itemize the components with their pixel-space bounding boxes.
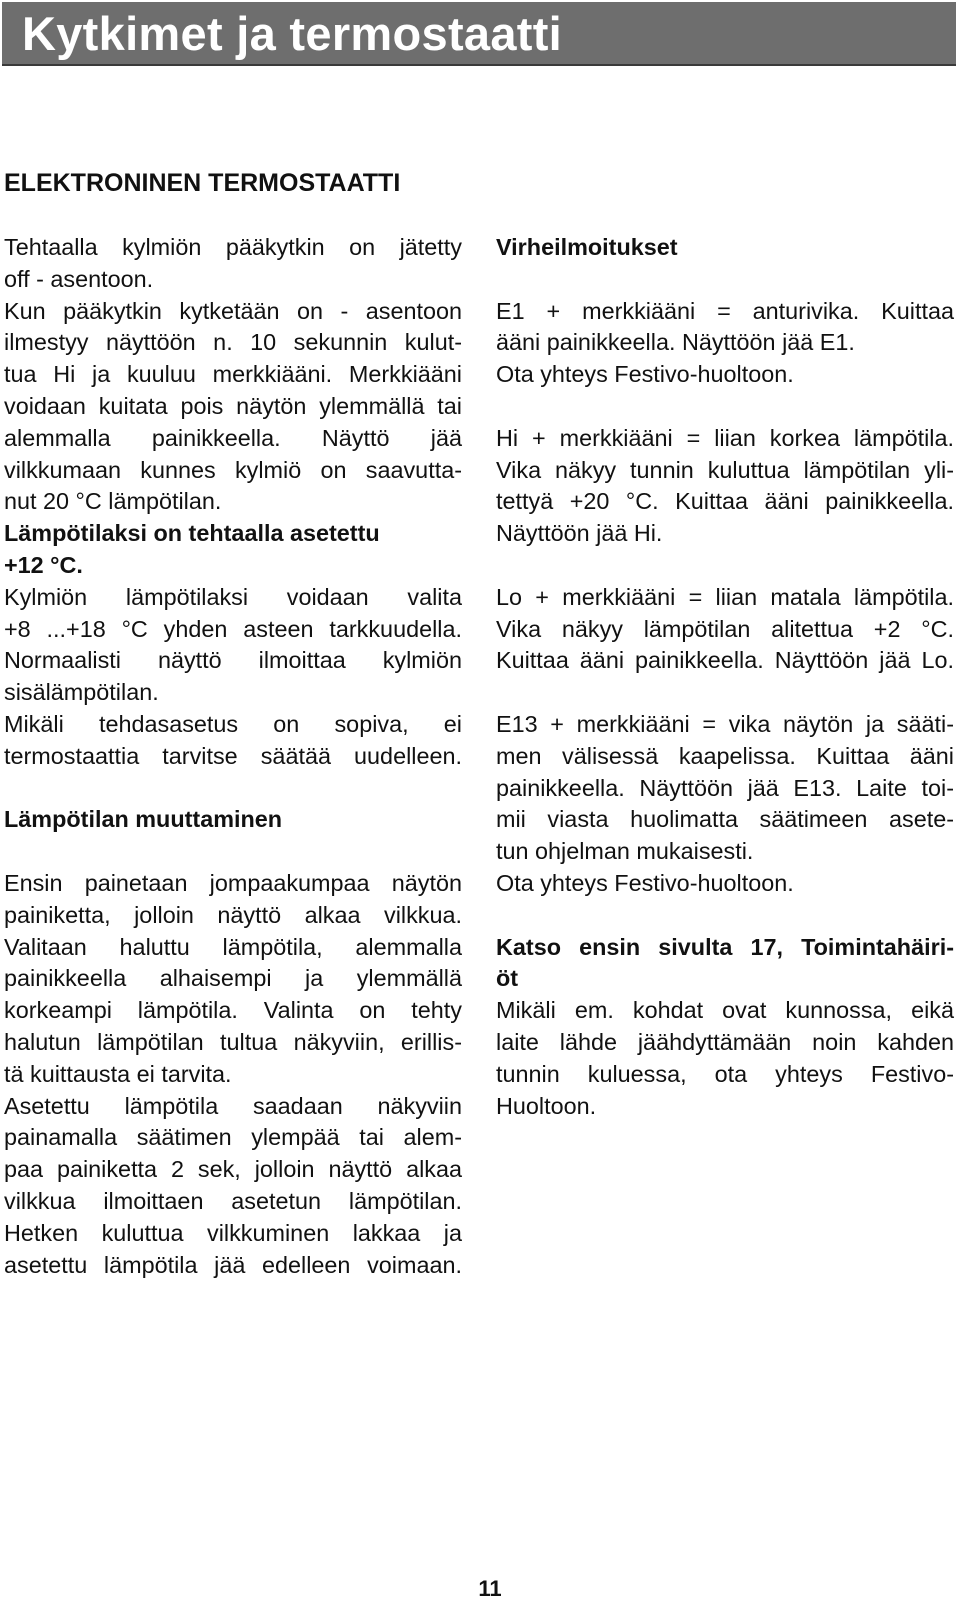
right-column-text-line: Mikäli em. kohdat ovat kunnossa, eikä [496,997,954,1024]
right-column-text-line: Näyttöön jää Hi. [496,520,663,547]
right-column-spacer [496,677,954,709]
left-column-text-line: termostaattia tarvitse säätää uudelleen. [4,742,462,769]
left-column-text-line: Kun pääkytkin kytketään on - asentoon [4,297,462,324]
left-column-text-line: ilmestyy näyttöön n. 10 sekunnin kulut- [4,329,462,356]
left-column-spacer [4,836,462,868]
left-column [4,232,462,1281]
right-column-text-line: E1 + merkkiääni = anturivika. Kuittaa [496,297,954,324]
left-column-text-line: halutun lämpötilan tultua näkyviin, erillis- [4,1028,462,1055]
right-column [496,232,954,1122]
left-column-text-line: voidaan kuitata pois näytön ylemmällä tai [4,392,462,419]
right-column-text-line: tun ohjelman mukaisesti. [496,838,754,865]
left-column-text-line: painiketta, jolloin näyttö alkaa vilkkua. [4,901,462,928]
right-column-text-line: Lo + merkkiääni = liian matala lämpötila. [496,583,954,610]
left-column-text-line: Lämpötilan muuttaminen [4,806,283,833]
left-column-text-line: off - asentoon. [4,265,154,292]
right-column-text-line: Ota yhteys Festivo-huoltoon. [496,361,794,388]
right-column-text-line: Vika näkyy tunnin kuluttua lämpötilan yli- [496,456,954,483]
left-column-text-line: painamalla säätimen ylempää tai alem- [4,1124,462,1151]
left-column-text-line: painikkeella alhaisempi ja ylemmällä [4,965,462,992]
left-column-text-line: vilkkumaan kunnes kylmiö on saavutta- [4,456,462,483]
right-column-spacer [496,264,954,296]
right-column-text-line: Kuittaa ääni painikkeella. Näyttöön jää Lo. [496,647,954,674]
left-column-text-line: +12 °C. [4,551,83,578]
left-column-text-line: Asetettu lämpötila saadaan näkyviin [4,1092,462,1119]
left-column-text-line: Ensin painetaan jompaakumpaa näytön [4,869,462,896]
right-column-text-line: painikkeella. Näyttöön jää E13. Laite toi- [496,774,954,801]
left-column-text-line: +8 ...+18 °C yhden asteen tarkkuudella. [4,615,462,642]
left-column-text-line: vilkkua ilmoittaen asetetun lämpötilan. [4,1187,462,1214]
left-column-spacer [4,773,462,805]
left-column-text-line: Mikäli tehdasasetus on sopiva, ei [4,710,462,737]
right-column-spacer [496,550,954,582]
left-column-text-line: asetettu lämpötila jää edelleen voimaan. [4,1251,462,1278]
right-column-text-line: Hi + merkkiääni = liian korkea lämpötila. [496,424,954,451]
left-column-text-line: Normaalisti näyttö ilmoittaa kylmiön [4,647,462,674]
left-column-text-line: tua Hi ja kuuluu merkkiääni. Merkkiääni [4,361,462,388]
title-bar [2,2,956,66]
right-column-text-line: tettyä +20 °C. Kuittaa ääni painikkeella. [496,488,954,515]
section-heading: ELEKTRONINEN TERMOSTAATTI [4,169,401,197]
right-column-text-line: tunnin kuluessa, ota yhteys Festivo- [496,1060,954,1087]
right-column-text-line: Vika näkyy lämpötilan alitettua +2 °C. [496,615,954,642]
right-column-text-line: Huoltoon. [496,1092,597,1119]
right-column-text-line: Virheilmoitukset [496,234,678,260]
left-column-text-line: Lämpötilaksi on tehtaalla asetettu [4,520,380,547]
right-column-text-line: Katso ensin sivulta 17, Toimintahäiri- [496,933,954,960]
left-column-text-line: Kylmiön lämpötilaksi voidaan valita [4,583,462,610]
left-column-text-line: korkeampi lämpötila. Valinta on tehty [4,997,462,1024]
right-column-spacer [496,900,954,932]
left-column-text-line: nut 20 °C lämpötilan. [4,488,222,515]
left-column-text-line: sisälämpötilan. [4,679,159,706]
right-column-text-line: men välisessä kaapelissa. Kuittaa ääni [496,742,954,769]
right-column-text-line: E13 + merkkiääni = vika näytön ja sääti- [496,710,954,737]
left-column-text-line: tä kuittausta ei tarvita. [4,1060,232,1087]
right-column-text-line: mii viasta huolimatta säätimeen asete- [496,806,954,833]
right-column-text-line: ääni painikkeella. Näyttöön jää E1. [496,329,855,356]
left-column-text-line: alemmalla painikkeella. Näyttö jää [4,424,462,451]
left-column-text-line: Hetken kuluttua vilkkuminen lakkaa ja [4,1219,462,1246]
right-column-text-line: öt [496,965,519,992]
left-column-text-line: Valitaan haluttu lämpötila, alemmalla [4,933,462,960]
page-number: 11 [478,1576,502,1601]
right-column-text-line: Ota yhteys Festivo-huoltoon. [496,869,794,896]
page-title: Kytkimet ja termostaatti [22,7,563,60]
left-column-text-line: paa painiketta 2 sek, jolloin näyttö alkaa [4,1156,462,1183]
left-column-text-line: Tehtaalla kylmiön pääkytkin on jätetty [4,234,462,260]
right-column-spacer [496,391,954,423]
right-column-text-line: laite lähde jäähdyttämään noin kahden [496,1028,954,1055]
